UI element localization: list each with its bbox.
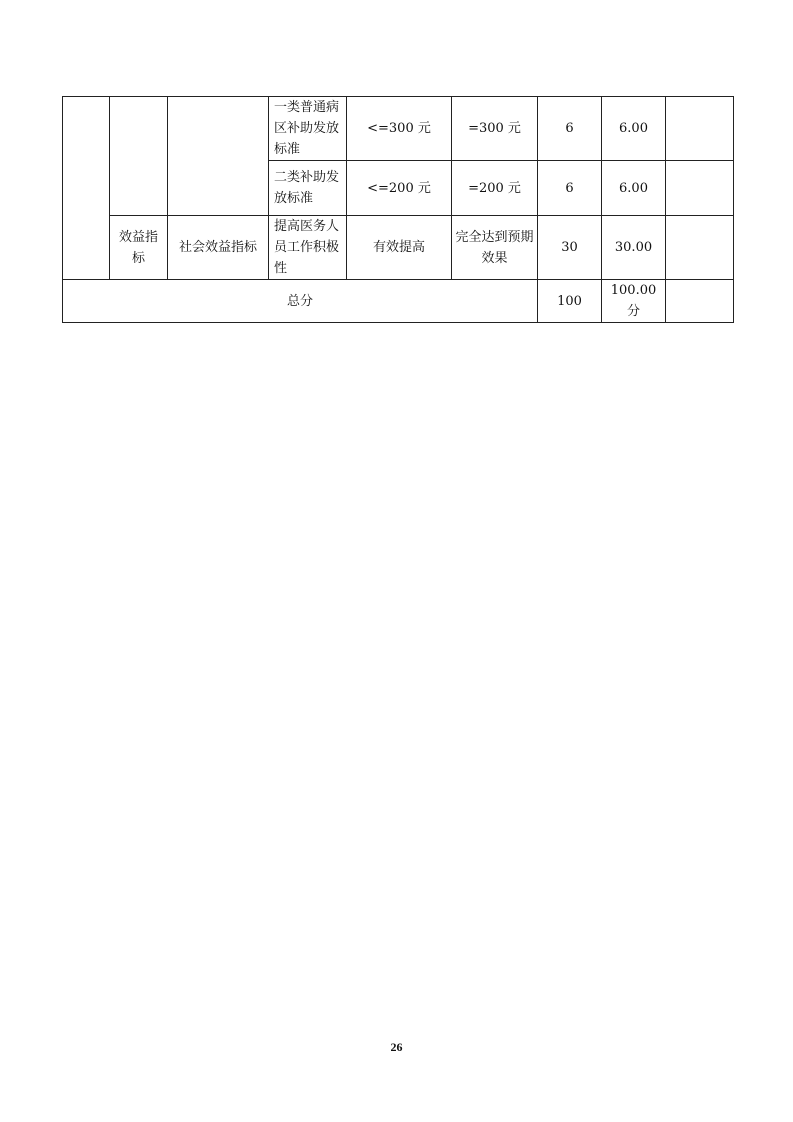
indicator-cell: 提高医务人员工作积极性 <box>269 216 347 280</box>
total-score: 100.00分 <box>602 280 666 323</box>
total-row <box>63 280 734 323</box>
actual-value-cell: =200 元 <box>452 161 538 216</box>
performance-table <box>62 96 734 323</box>
category-cell <box>63 97 110 280</box>
weight-cell: 30 <box>538 216 602 280</box>
level1-cell <box>110 97 168 216</box>
weight-cell: 6 <box>538 161 602 216</box>
indicator-cell: 二类补助发放标准 <box>269 161 347 216</box>
score-cell: 6.00 <box>602 161 666 216</box>
page-number: 26 <box>390 1040 403 1054</box>
level2-cell <box>168 97 269 216</box>
actual-value-cell: =300 元 <box>452 97 538 161</box>
total-label: 总分 <box>63 280 538 323</box>
actual-value-cell: 完全达到预期效果 <box>452 216 538 280</box>
note-cell <box>666 97 734 161</box>
score-cell: 30.00 <box>602 216 666 280</box>
annual-target-cell: <=200 元 <box>347 161 452 216</box>
weight-cell: 6 <box>538 97 602 161</box>
note-cell <box>666 161 734 216</box>
annual-target-cell: <=300 元 <box>347 97 452 161</box>
annual-target-cell: 有效提高 <box>347 216 452 280</box>
total-weight: 100 <box>538 280 602 323</box>
table-row <box>63 97 734 161</box>
score-cell: 6.00 <box>602 97 666 161</box>
table-row <box>63 216 734 280</box>
total-note <box>666 280 734 323</box>
level2-cell: 社会效益指标 <box>168 216 269 280</box>
level1-cell: 效益指标 <box>110 216 168 280</box>
note-cell <box>666 216 734 280</box>
indicator-cell: 一类普通病区补助发放标准 <box>269 97 347 161</box>
